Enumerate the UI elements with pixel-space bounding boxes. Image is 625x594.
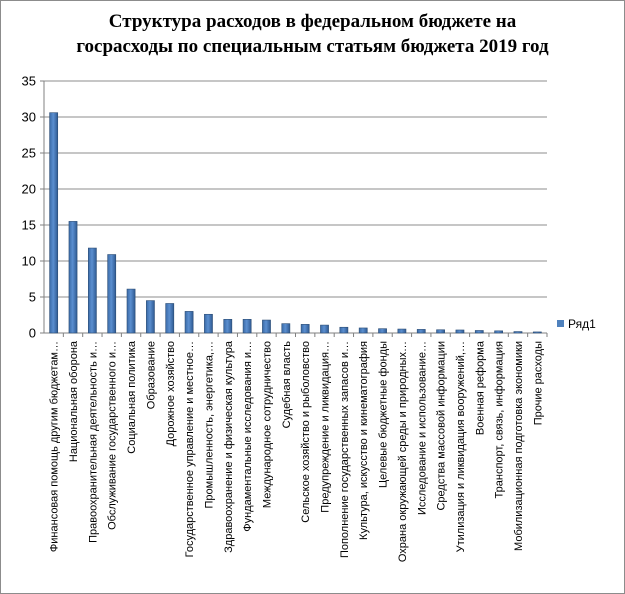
y-tick-label: 0: [28, 325, 36, 341]
legend: [557, 317, 596, 331]
x-tick-label: Прочие расходы: [532, 341, 545, 426]
x-tick-label: Образование: [145, 341, 158, 410]
x-tick-label: Утилизация и ликвидация вооружений,…: [454, 341, 467, 553]
x-tick-label: Целевые бюджетные фонды: [377, 341, 390, 488]
bar: [475, 330, 483, 333]
x-tick-label: Финансовая помощь другим бюджетам…: [48, 340, 61, 553]
bar-chart: [1, 1, 624, 593]
x-tick-label: Исследование и использование…: [416, 341, 429, 516]
bar: [262, 320, 270, 333]
x-tick-label: Транспорт, связь, информация: [493, 341, 506, 499]
y-tick-label: 25: [21, 145, 36, 161]
bar: [514, 332, 522, 333]
bar: [340, 327, 348, 333]
bar: [495, 331, 503, 333]
x-tick-label: Мобилизационная подготовка экономики: [512, 341, 525, 551]
x-tick-label: Судебная власть: [280, 341, 293, 429]
x-tick-label: Промышленность, энергетика,…: [203, 341, 216, 509]
legend-label: Ряд1: [568, 317, 596, 331]
axis-layer: [22, 74, 547, 341]
x-tick-label: Правоохранительная деятельность и…: [87, 341, 100, 543]
bar: [50, 113, 58, 333]
bar: [204, 314, 212, 333]
bar: [224, 319, 232, 333]
x-tick-label: Сельское хозяйство и рыболовство: [300, 341, 313, 523]
x-tick-label: Социальная политика: [126, 341, 139, 454]
bar: [127, 289, 135, 333]
x-tick-label: Охрана окружающей среды и природных…: [396, 340, 409, 563]
y-tick-label: 35: [21, 73, 36, 89]
y-tick-label: 30: [21, 109, 36, 125]
x-tick-label: Пополнение государственных запасов и…: [338, 340, 351, 559]
x-tick-label: Фундаментальные исследования и…: [242, 341, 255, 532]
bar: [146, 301, 154, 333]
bar: [437, 330, 445, 333]
bar: [398, 329, 406, 333]
x-tick-label: Дорожное хозяйство: [164, 341, 177, 447]
bar: [243, 319, 251, 333]
bar: [320, 325, 328, 333]
bar: [282, 324, 290, 333]
bar: [378, 329, 386, 333]
bar: [359, 328, 367, 333]
bar: [533, 332, 541, 333]
y-tick-label: 15: [21, 217, 36, 233]
x-tick-label: Национальная оборона: [68, 341, 81, 463]
bar-layer: [50, 113, 542, 333]
bar: [185, 311, 193, 333]
x-tick-label: Здравоохранение и физическая культура: [222, 341, 235, 553]
y-tick-label: 20: [21, 181, 36, 197]
bar: [108, 255, 116, 333]
grid-layer: [44, 81, 547, 297]
x-tick-label: Военная реформа: [474, 341, 487, 436]
category-label-layer: [49, 340, 545, 562]
chart-title-line-1: Структура расходов в федеральном бюджете на: [108, 11, 517, 32]
y-tick-label: 5: [28, 289, 36, 305]
x-tick-label: Предупреждение и ликвидация…: [319, 341, 332, 513]
x-tick-label: Обслуживание государственного и…: [106, 341, 119, 530]
bar: [166, 303, 174, 333]
bar: [69, 221, 77, 333]
bar: [417, 329, 425, 333]
bar: [88, 248, 96, 333]
x-tick-label: Международное сотрудничество: [261, 341, 274, 509]
bar: [456, 330, 464, 333]
x-tick-label: Культура, искусство и кинематография: [358, 341, 371, 540]
legend-swatch: [557, 320, 564, 327]
x-tick-label: Средства массовой информации: [435, 341, 448, 511]
x-tick-label: Государственное управление и местное…: [184, 341, 197, 558]
bar: [301, 324, 309, 333]
y-tick-label: 10: [21, 253, 36, 269]
chart-title-line-2: госрасходы по специальным статьям бюджета 2019 год: [76, 36, 549, 57]
